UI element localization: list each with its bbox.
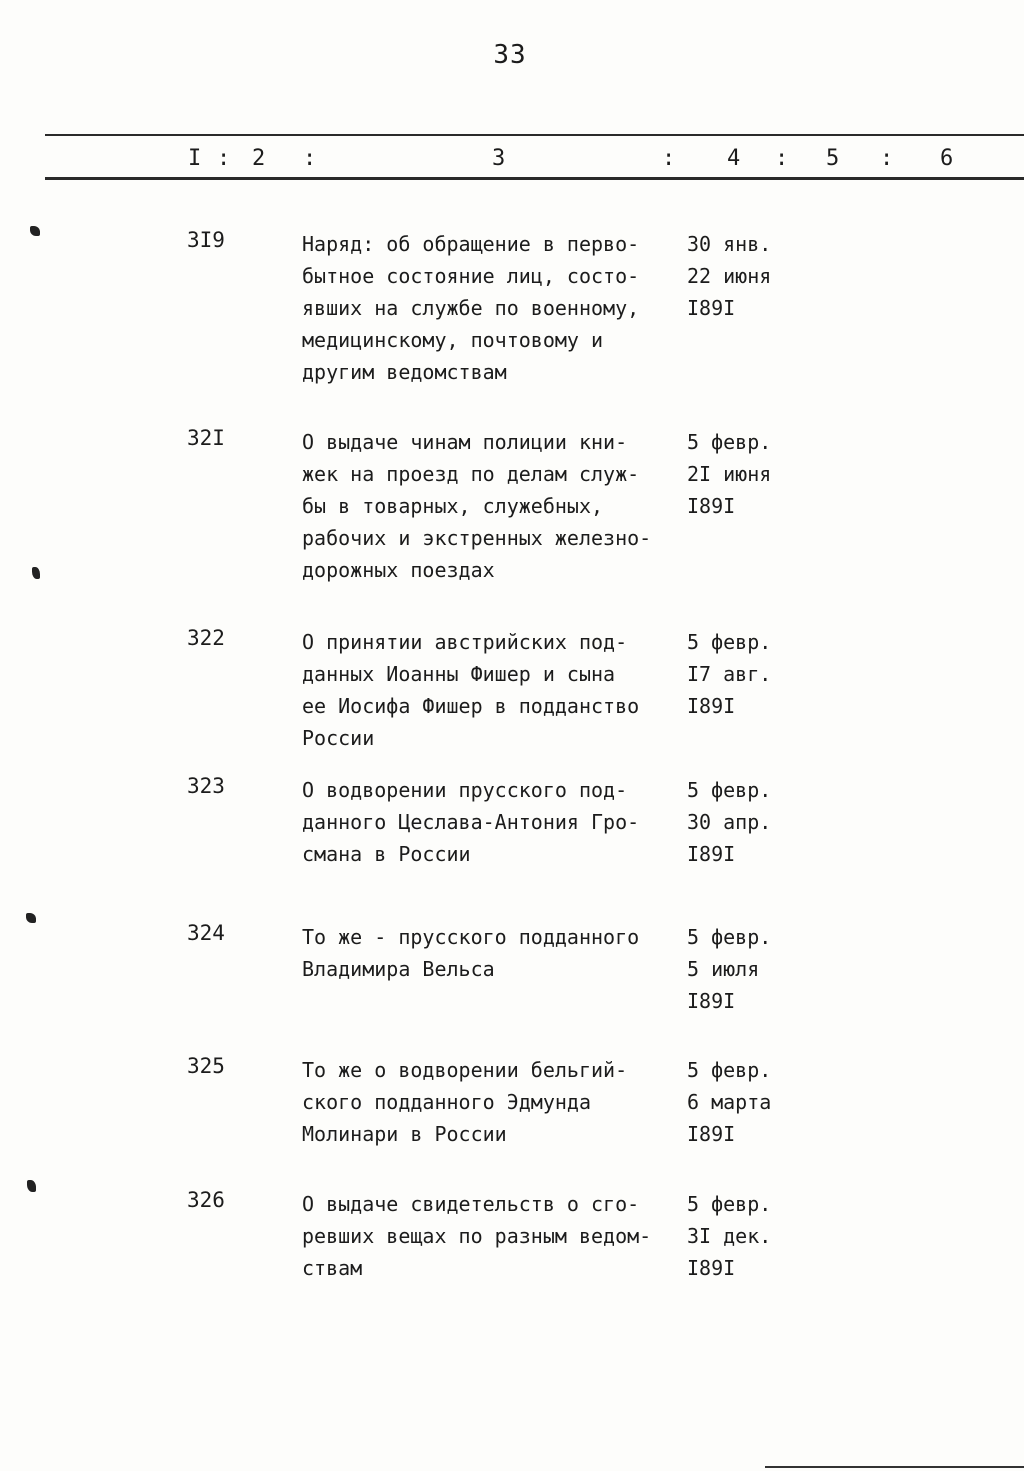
entry-dates (687, 426, 797, 522)
entry-dates (687, 774, 797, 870)
desc-line: О водворении прусского под- (302, 778, 628, 802)
date-end: 30 апр. (687, 810, 772, 834)
header-col-3: 3 (492, 146, 506, 171)
header-separator: : (303, 146, 317, 171)
date-start: 30 янв. (687, 232, 772, 256)
date-end: 22 июня (687, 264, 772, 288)
header-col-5: 5 (826, 146, 840, 171)
entry-description (302, 1054, 687, 1150)
desc-line: рабочих и экстренных железно- (302, 526, 652, 550)
date-start: 5 февр. (687, 630, 772, 654)
entry-number: 324 (187, 921, 225, 945)
desc-line: О выдаче чинам полиции кни- (302, 430, 628, 454)
entry-dates (687, 1054, 797, 1150)
header-separator: : (662, 146, 676, 171)
desc-line: ствам (302, 1256, 363, 1280)
desc-line: жек на проезд по делам служ- (302, 462, 640, 486)
header-col-2: 2 (252, 146, 266, 171)
date-year: I89I (687, 694, 736, 718)
binding-mark-icon (32, 567, 40, 579)
desc-line: О принятии австрийских под- (302, 630, 628, 654)
date-start: 5 февр. (687, 1058, 772, 1082)
date-start: 5 февр. (687, 1192, 772, 1216)
date-year: I89I (687, 296, 736, 320)
desc-line: явших на службе по военному, (302, 296, 640, 320)
desc-line: Молинари в России (302, 1122, 507, 1146)
desc-line: То же - прусского подданного (302, 925, 640, 949)
desc-line: медицинскому, почтовому и (302, 328, 604, 352)
entry-number: 326 (187, 1188, 225, 1212)
desc-line: России (302, 726, 375, 750)
entry-description (302, 426, 687, 586)
desc-line: дорожных поездах (302, 558, 495, 582)
desc-line: бытное состояние лиц, состо- (302, 264, 640, 288)
header-rule-top (45, 134, 1024, 136)
desc-line: смана в России (302, 842, 471, 866)
date-end: I7 авг. (687, 662, 772, 686)
date-year: I89I (687, 842, 736, 866)
page-number: 33 (493, 40, 527, 70)
desc-line: ского подданного Эдмунда (302, 1090, 591, 1114)
header-separator: : (217, 146, 231, 171)
entry-number: 322 (187, 626, 225, 650)
entry-number: 32I (187, 426, 225, 450)
desc-line: данного Цеслава-Антония Гро- (302, 810, 640, 834)
date-year: I89I (687, 1122, 736, 1146)
desc-line: ее Иосифа Фишер в подданство (302, 694, 640, 718)
date-end: 6 марта (687, 1090, 772, 1114)
entry-dates (687, 228, 797, 324)
header-col-6: 6 (940, 146, 954, 171)
entry-dates (687, 626, 797, 722)
date-year: I89I (687, 1256, 736, 1280)
date-end: 2I июня (687, 462, 772, 486)
entry-description (302, 1188, 687, 1284)
entry-number: 3I9 (187, 228, 225, 252)
desc-line: бы в товарных, служебных, (302, 494, 604, 518)
desc-line: Владимира Вельса (302, 957, 495, 981)
entry-number: 323 (187, 774, 225, 798)
entry-description (302, 774, 687, 870)
date-start: 5 февр. (687, 778, 772, 802)
date-end: 3I дек. (687, 1224, 772, 1248)
date-year: I89I (687, 494, 736, 518)
date-end: 5 июля (687, 957, 760, 981)
date-start: 5 февр. (687, 925, 772, 949)
desc-line: О выдаче свидетельств о сго- (302, 1192, 640, 1216)
desc-line: данных Иоанны Фишер и сына (302, 662, 616, 686)
desc-line: другим ведомствам (302, 360, 507, 384)
desc-line: То же о водворении бельгий- (302, 1058, 628, 1082)
desc-line: Наряд: об обращение в перво- (302, 232, 640, 256)
date-year: I89I (687, 989, 736, 1013)
bottom-edge-line (765, 1466, 1024, 1468)
header-separator: : (880, 146, 894, 171)
entry-number: 325 (187, 1054, 225, 1078)
entry-dates (687, 921, 797, 1017)
binding-mark-icon (30, 226, 40, 236)
date-start: 5 февр. (687, 430, 772, 454)
entry-description (302, 626, 687, 754)
desc-line: ревших вещах по разным ведом- (302, 1224, 652, 1248)
binding-mark-icon (26, 913, 36, 923)
entry-description (302, 921, 687, 985)
binding-mark-icon (27, 1180, 36, 1192)
entry-dates (687, 1188, 797, 1284)
header-col-1: I (188, 146, 202, 171)
header-separator: : (775, 146, 789, 171)
entry-description (302, 228, 687, 388)
header-rule-bottom (45, 177, 1024, 180)
header-col-4: 4 (727, 146, 741, 171)
